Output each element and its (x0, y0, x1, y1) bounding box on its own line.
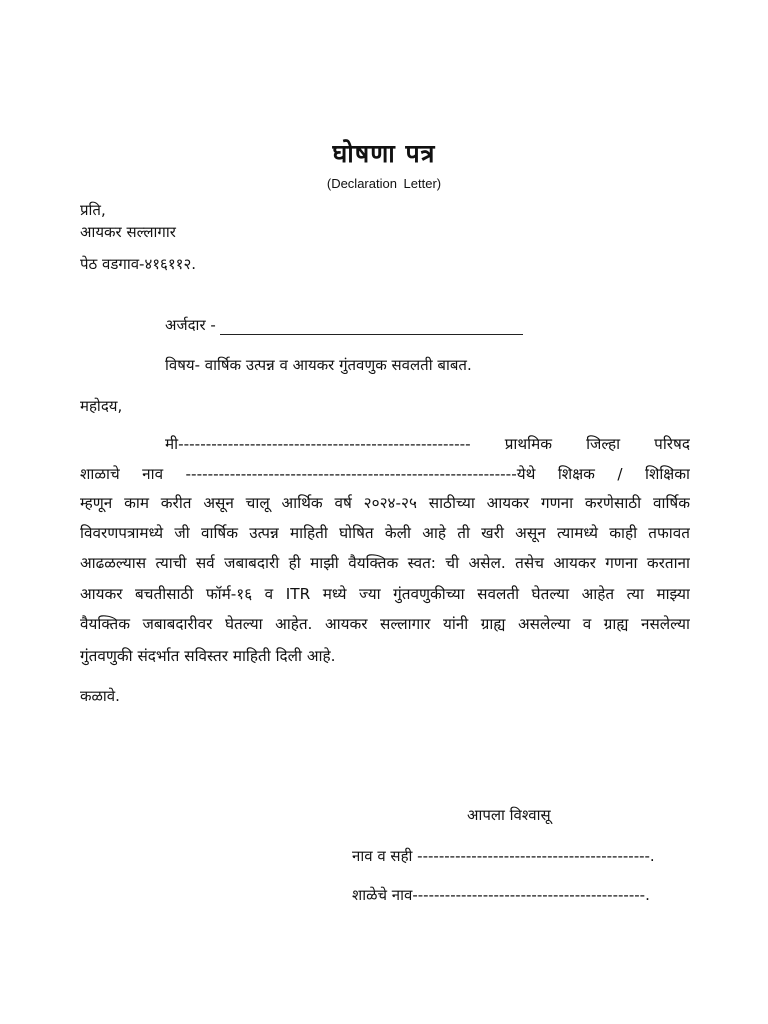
body-line-7: वैयक्तिक जबाबदारीवर घेतल्या आहेत. आयकर सल्लागार यांनी ग्राह्य असलेल्या व ग्राह्य नसलेल्या (80, 615, 690, 633)
body-line-8: गुंतवणुकी संदर्भात सविस्तर माहिती दिली आहे. (80, 647, 336, 665)
salutation: महोदय, (80, 397, 123, 415)
name-signature-line: नाव व सही -------------------------------------------. (352, 847, 655, 865)
body-line-3: म्हणून काम करीत असून चालू आर्थिक वर्ष २०२४-२५ साठीच्या आयकर गणना करणेसाठी वार्षिक (80, 494, 690, 512)
body-line-5: आढळल्यास त्याची सर्व जबाबदारी ही माझी वैयक्तिक स्वत: ची असेल. तसेच आयकर गणना करताना (80, 554, 690, 572)
subject-line: विषय- वार्षिक उत्पन्न व आयकर गुंतवणुक सवलती बाबत. (165, 356, 472, 374)
address-line-2: पेठ वडगाव-४१६११२. (80, 255, 197, 273)
address-to: प्रति, (80, 201, 106, 219)
signoff: आपला विश्वासू (467, 806, 551, 824)
body-line-1: मी----------------------------------------------------- प्राथमिक जिल्हा परिषद (165, 435, 690, 453)
body-line-4: विवरणपत्रामध्ये जी वार्षिक उत्पन्न माहिती घोषित केली आहे ती खरी असून त्यामध्ये काही तफावत (80, 524, 690, 542)
applicant-row (165, 315, 523, 335)
closing: कळावे. (80, 687, 120, 705)
applicant-label: अर्जदार - (165, 316, 216, 334)
page-title: घोषणा पत्र (332, 139, 436, 168)
applicant-blank-line (220, 318, 523, 335)
body-line-6: आयकर बचतीसाठी फॉर्म-१६ व ITR मध्ये ज्या गुंतवणुकीच्या सवलती घेतल्या आहेत त्या माझ्या (80, 585, 690, 603)
address-line-1: आयकर सल्लागार (80, 223, 176, 241)
school-name-line: शाळेचे नाव-------------------------------------------. (352, 886, 650, 904)
page-subtitle: (Declaration Letter) (326, 176, 442, 191)
body-line-2: शाळाचे नाव ------------------------------------------------------------येथे शिक्षक / शिक्षिका (80, 465, 690, 483)
